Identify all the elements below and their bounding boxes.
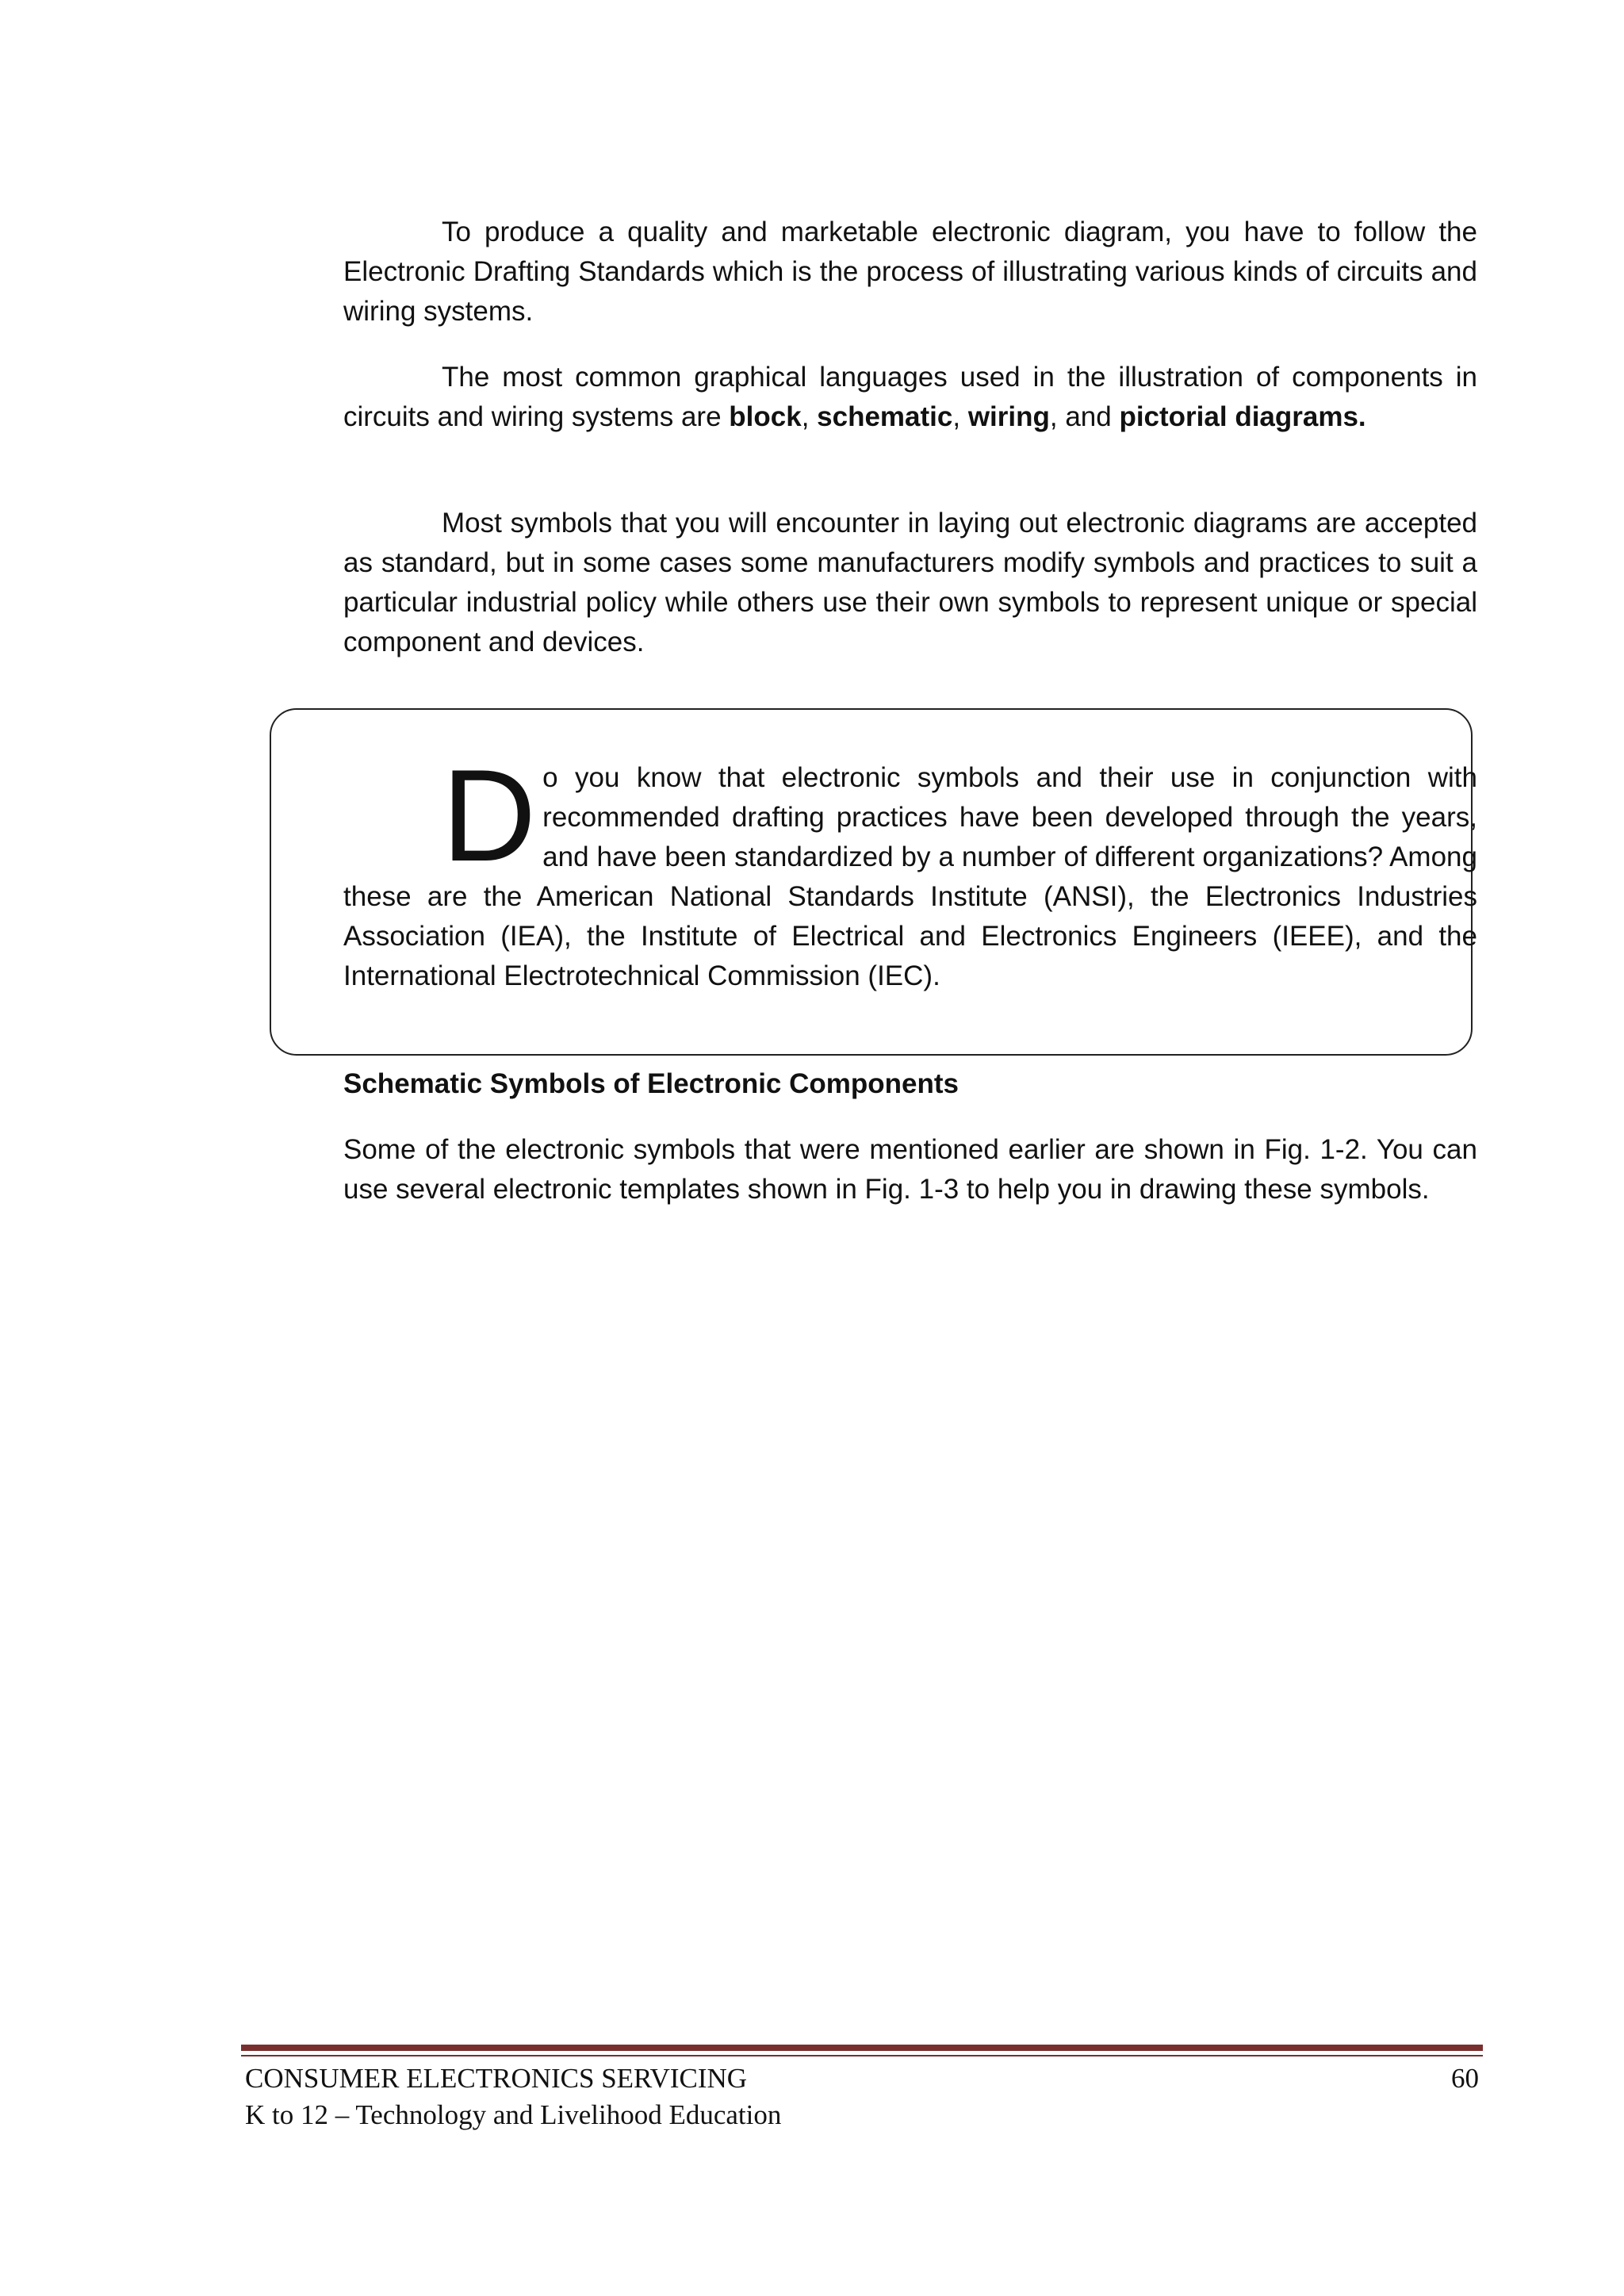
p2-separator: , <box>801 401 818 432</box>
footer-subtitle: K to 12 – Technology and Livelihood Education <box>245 2099 782 2130</box>
symbols-standard-paragraph: Most symbols that you will encounter in laying out electronic diagrams are accepted as standard, but in some cases some manufacturers modify symbols and practices to suit a particular industrial policy while others use their own symbols to represent unique or special component and devices. <box>343 508 1477 657</box>
footer-rule-thin <box>241 2055 1483 2056</box>
footer-title: CONSUMER ELECTRONICS SERVICING <box>245 2063 748 2094</box>
term-wiring: wiring <box>967 401 1050 432</box>
p2-lead-text: The most common graphical languages used in the illustration of components in circuits and wiring systems are <box>343 362 1477 432</box>
p2-separator: , and <box>1049 401 1120 432</box>
page-footer <box>245 2060 1479 2133</box>
section-heading: Schematic Symbols of Electronic Components <box>343 1068 959 1099</box>
did-you-know-text <box>343 742 1477 996</box>
page-number: 60 <box>1451 2063 1479 2094</box>
term-block: block <box>729 401 802 432</box>
drop-cap-letter: D <box>442 742 537 888</box>
term-pictorial-diagrams: pictorial diagrams. <box>1119 401 1366 432</box>
term-schematic: schematic <box>817 401 953 432</box>
footer-first-line <box>245 2060 1479 2097</box>
p2-separator: , <box>952 401 968 432</box>
graphical-languages-paragraph <box>343 358 1477 437</box>
footer-rule-thick <box>241 2045 1483 2051</box>
section-body-paragraph: Some of the electronic symbols that were mentioned earlier are shown in Fig. 1-2. You can use several electronic templates shown in Fig. 1-3 to help you in drawing these symbols. <box>343 1134 1477 1205</box>
intro-paragraph: To produce a quality and marketable electronic diagram, you have to follow the Electronic Drafting Standards which is the process of illustrating various kinds of circuits and wiring systems. <box>343 217 1477 327</box>
did-you-know-body: o you know that electronic symbols and their use in conjunction with recommended drafting practices have been developed through the years, and have been standardized by a number of different organizations? Among these are the American National Standards Institute (ANSI), the Electronics Industries Association (IEA), the Institute of Electrical and Electronics Engineers (IEEE), and the International Electrotechnical Commission (IEC). <box>343 762 1477 991</box>
